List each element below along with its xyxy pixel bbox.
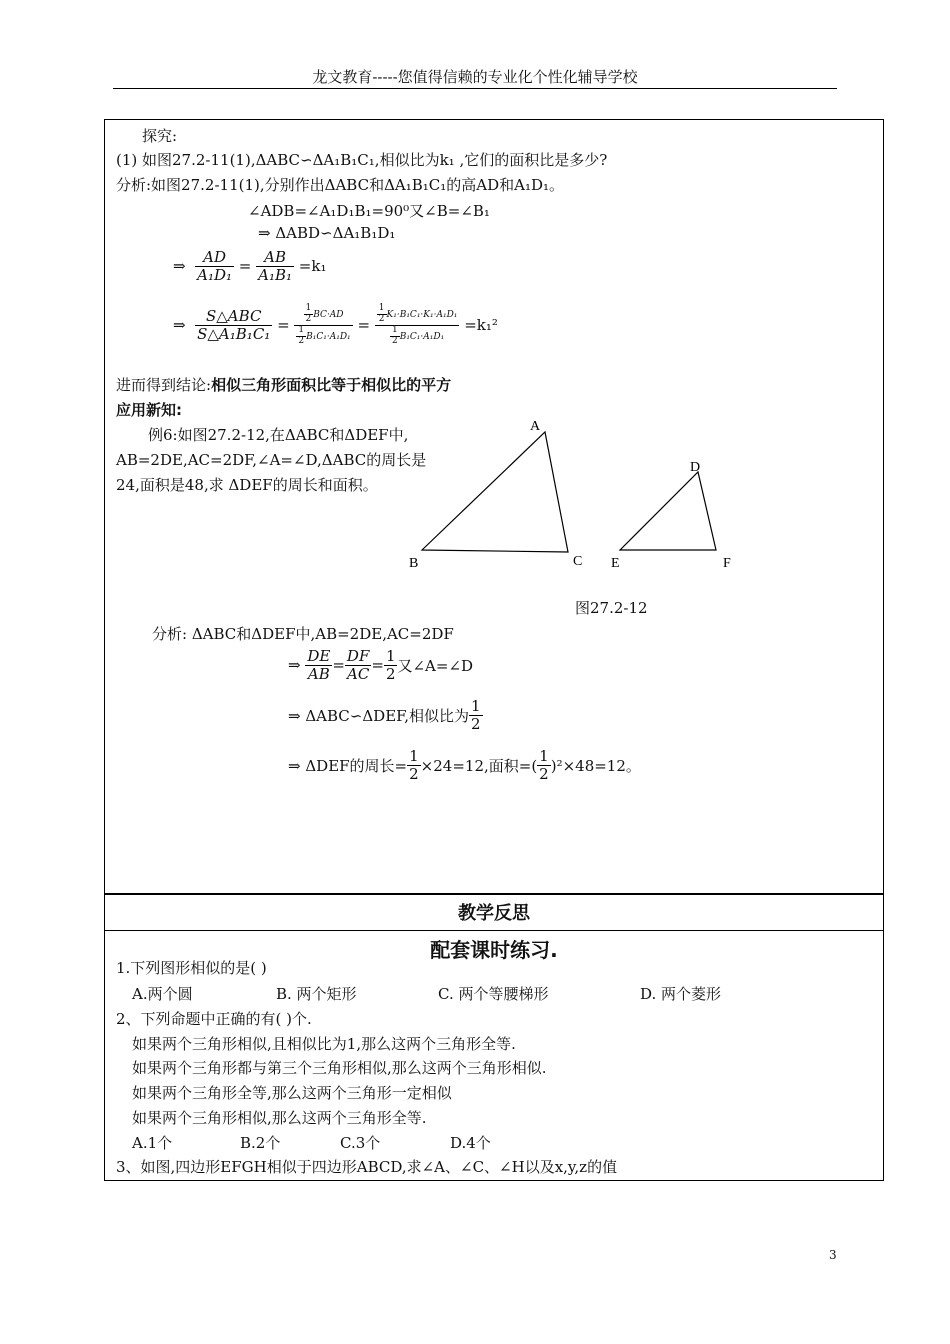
header-rule [113, 88, 837, 89]
explore-step1: ∠ADB=∠A₁D₁B₁=90⁰又∠B=∠B₁ [248, 202, 490, 220]
equation-ratio: ⇒ $\frac{AD}{\text{A₁D₁}}$ = $\frac{AB}{\text{A₁B₁}}$ =k₁ [173, 248, 327, 284]
label-f: F [723, 556, 731, 571]
q2-item: 如果两个三角形全等,那么这两个三角形一定相似 [132, 1084, 452, 1102]
label-b: B [409, 556, 419, 571]
explore-analysis: 分析:如图27.2-11(1),分别作出ΔABC和ΔA₁B₁C₁的高AD和A₁D₁。 [116, 176, 565, 194]
explore-step2: ⇒ ΔABD∽ΔA₁B₁D₁ [258, 224, 396, 242]
q2-item: 如果两个三角形都与第三个三角形相似,那么这两个三角形相似. [132, 1059, 547, 1077]
q2-item: 如果两个三角形相似,那么这两个三角形全等. [132, 1109, 427, 1127]
label-e: E [611, 556, 620, 571]
page-number: 3 [829, 1248, 837, 1262]
equation-tail: =k₁² [464, 316, 498, 335]
example-line2: AB=2DE,AC=2DF,∠A=∠D,ΔABC的周长是 [116, 451, 427, 469]
fraction-df-ac: $\frac{DF}{AC}$ [346, 647, 370, 683]
fraction-k-substitution: $\frac{1}{2}$ K₁·B₁C₁·K₁·A₁D₁ $\frac{1}{2}$ B₁C₁·A₁D₁ [375, 304, 460, 347]
q2-item: 如果两个三角形相似,且相似比为1,那么这两个三角形全等. [132, 1035, 516, 1053]
fraction-ab: $\frac{AB}{\text{A₁B₁}}$ [258, 248, 293, 284]
q1-option-b: B. 两个矩形 [276, 985, 357, 1003]
solution-step3: ⇒ ΔDEF的周长= $\frac{1}{2}$ ×24=12,面积=( $\frac{1}{2}$ )²×48=12。 [288, 747, 641, 783]
equation-area: ⇒ $\frac{\text{S△ABC}}{\text{S△A₁B₁C₁}}$ = $\frac{1}{2}$ BC·AD $\frac{1}{2}$ B₁C₁·A₁D₁ = $\frac{1}{2}$ K₁·B₁C₁·K₁·A₁D₁ $\frac{1}{2}$ B₁C₁·A₁D₁ =k₁² [173, 303, 498, 346]
q1-option-a: A.两个圆 [132, 985, 193, 1003]
exercise-q1: 1.下列图形相似的是( ) [116, 959, 267, 977]
exercise-q2: 2、下列命题中正确的有( )个. [116, 1010, 312, 1028]
q1-option-d: D. 两个菱形 [640, 985, 722, 1003]
q2-option-c: C.3个 [340, 1134, 381, 1152]
reflection-title: 教学反思 [458, 903, 530, 924]
fraction-de-ab: $\frac{DE}{AB}$ [307, 647, 331, 683]
figure-caption: 图27.2-12 [575, 599, 648, 617]
exercise-title: 配套课时练习. [430, 938, 558, 962]
conclusion: 进而得到结论:相似三角形面积比等于相似比的平方 [116, 376, 452, 394]
triangles-figure [400, 410, 760, 575]
example-line1: 例6:如图27.2-12,在ΔABC和ΔDEF中, [148, 426, 409, 444]
label-c: C [573, 554, 583, 569]
page-header: 龙文教育-----您值得信赖的专业化个性化辅导学校 [312, 68, 638, 86]
arrow: ⇒ [173, 257, 186, 275]
solution-step2: ⇒ ΔABC∽ΔDEF,相似比为 $\frac{1}{2}$ [288, 697, 481, 733]
q2-option-b: B.2个 [240, 1134, 281, 1152]
apply-analysis: 分析: ΔABC和ΔDEF中,AB=2DE,AC=2DF [152, 625, 454, 643]
fraction-area: $\frac{\text{S△ABC}}{\text{S△A₁B₁C₁}}$ [197, 307, 271, 343]
arrow: ⇒ [173, 316, 186, 335]
fraction-half: $\frac{1}{2}$ [385, 647, 396, 683]
q2-option-a: A.1个 [132, 1134, 173, 1152]
fraction-ratio: $\frac{1}{2}$ [471, 697, 481, 733]
equation-tail: =k₁ [298, 257, 327, 275]
apply-label: 应用新知: [116, 401, 182, 419]
q2-option-d: D.4个 [450, 1134, 491, 1152]
fraction-half-heights: $\frac{1}{2}$ BC·AD $\frac{1}{2}$ B₁C₁·A₁D₁ [294, 304, 352, 347]
q1-option-c: C. 两个等腰梯形 [438, 985, 549, 1003]
explore-label: 探究: [142, 127, 178, 145]
solution-step1: ⇒ $\frac{DE}{AB}$ = $\frac{DF}{AC}$ = $\frac{1}{2}$ 又∠A=∠D [288, 647, 474, 683]
example-line3: 24,面积是48,求 ΔDEF的周长和面积。 [116, 476, 378, 494]
fraction-ad: $\frac{AD}{\text{A₁D₁}}$ [197, 248, 233, 284]
triangle-abc [422, 432, 568, 552]
exercise-q3: 3、如图,四边形EFGH相似于四边形ABCD,求∠A、∠C、∠H以及x,y,z的值 [116, 1158, 618, 1176]
triangle-def [620, 472, 716, 550]
label-d: D [690, 460, 701, 475]
label-a: A [530, 419, 541, 434]
explore-question: (1) 如图27.2-11(1),ΔABC∽ΔA₁B₁C₁,相似比为k₁ ,它们的面积比是多少? [116, 151, 608, 169]
